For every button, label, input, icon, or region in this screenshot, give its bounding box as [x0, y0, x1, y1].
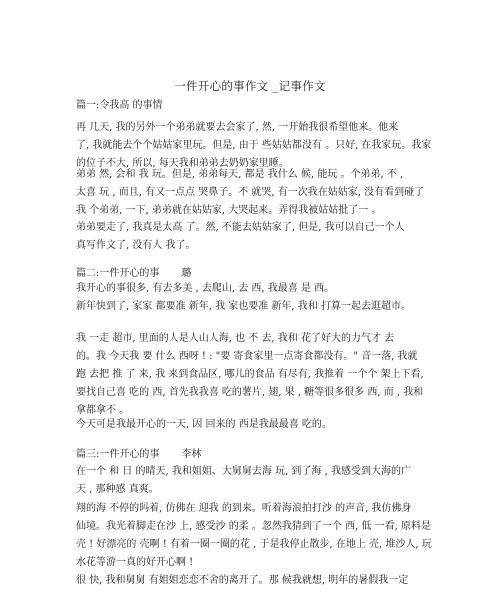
text-line: 我 个弟弟, 一下, 弟弟就在姑姑家, 大哭起来。弄得我被姑姑批了一 。 — [76, 205, 382, 216]
paragraph — [76, 500, 432, 572]
text-line: 跑 去把 推 了 来, 我 来到食品区, 哪儿的食品 有尽有, 我推着 一个个 架上下看, — [76, 369, 424, 380]
text-line: 水花等游一真的好开心啊 ! — [76, 557, 194, 568]
text-line: 拿都拿不 。 — [76, 405, 130, 416]
text-line: 的。我 今天我 要 什么 西呀 ! : "要 寄食家里一点寄食都没有。" 音一落, 我就 — [76, 351, 418, 362]
text-line: 的位子不大, 所以, 每天我和弟弟去奶奶家里睡。 — [76, 158, 289, 169]
section-heading-1 — [76, 97, 163, 115]
section-heading-text: 篇三:一件开心的事 — [76, 449, 160, 460]
text-line: 仙境。我光着脚走在沙 上, 感受沙 的柔 。忽然我猜到了一个 西, 低 一看, 原料是 — [76, 521, 431, 532]
paragraph — [76, 219, 416, 255]
text-line: 了, 我就能去个个姑姑家里玩。但是, 由于 些姑姑都没有 。只好, 在我家玩。我家 — [76, 140, 432, 151]
paragraph — [76, 280, 416, 298]
paragraph — [76, 298, 416, 316]
paragraph — [76, 330, 424, 420]
document-title: 一件开心的事作文 _记事作文 — [174, 79, 326, 93]
paragraph — [76, 166, 425, 220]
text-line: 再 几天, 我的另外一个弟弟就要去会家了, 然, 一开始我很希望他来。他来 — [76, 122, 399, 133]
text-line: 翔的海 不停的吗着, 仿佛在 迎我 的到来。听着海浪拍打沙 的声音, 我仿佛身 — [76, 503, 412, 514]
text-line: 要找自己喜 吃的 西, 首先我我喜 吃的薯片, 翅, 果 , 糖等很多很多 西, 而 , 我和 — [76, 387, 424, 398]
section-heading-text: 篇二:一件开心的事 — [76, 268, 160, 279]
text-line: 我 一走 超市, 里面的人是人山人海, 也 不 去, 我和 花了好大的力气才 去 — [76, 333, 395, 344]
author-name: 璐 — [181, 268, 192, 279]
text-line: 新年快到了, 家家 都要准 新年, 我 家也要准 新年, 我和 打算一起去逛超市。 — [76, 301, 411, 312]
paragraph — [76, 416, 416, 434]
author-name: 李林 — [181, 449, 202, 460]
text-line: 我开心的事很多, 有去多美 , 去爬山, 去 西, 我最喜 是 西。 — [76, 283, 335, 294]
text-line: 弟弟要走了, 我真是太高 了。然, 不能去姑姑家了, 但是, 我可以自己一个人 — [76, 222, 405, 233]
text-line: 真写作文了, 没有人 我了。 — [76, 240, 196, 251]
text-line: 壳 ! 好漂亮的 壳啊 ! 有着一圈一圈的花 , 于是我停止散步, 在地上 壳, 堆沙人, 玩 — [76, 539, 432, 550]
text-line: 太喜 玩 , 而且, 有又一点点 哭鼻子。不 就哭, 有一次我在姑姑家, 没有看到碰了 — [76, 187, 425, 198]
section-heading-3 — [76, 446, 201, 464]
text-line: 天 , 那种感 真爽。 — [76, 484, 159, 495]
text-line: 在一个 和 日 的晴天, 我和姐姐、大舅舅去海 玩, 到了海 , 我感受到大海的广 — [76, 466, 411, 477]
paragraph — [76, 119, 432, 173]
section-heading-text: 篇一:令我高 的事情 — [76, 100, 163, 111]
text-line: 弟弟 然, 会和 我 玩。但是, 弟弟每天, 都是 我什么 候, 能玩 。个弟弟, 不 , — [76, 169, 404, 180]
paragraph — [76, 572, 416, 590]
text-line: 很 快, 我和舅舅 有姐姐恋恋不舍的离开了。那 候我就想, 明年的暑假我一定 — [76, 575, 409, 586]
paragraph — [76, 463, 416, 499]
text-line: 今天可是我最开心的一天, 因 回来的 西是我最最喜 吃的。 — [76, 419, 332, 430]
